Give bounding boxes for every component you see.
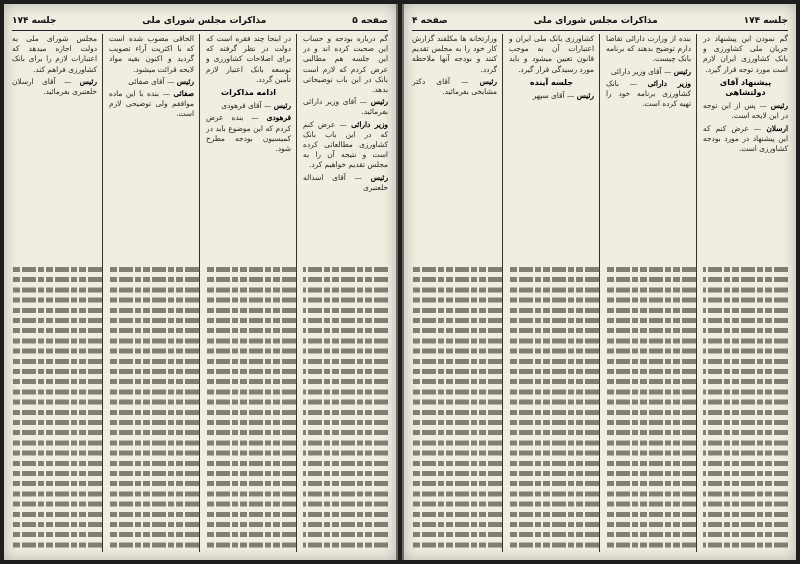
paragraph: فرهودی — بنده عرض کردم که این موضوع باید در کمیسیون بودجه مطرح شود.	[206, 113, 291, 154]
paragraph: رئیس — آقای فرهودی	[221, 101, 291, 111]
paragraph: وزیر دارائی — عرض کنم که در این باب بانک کشاورزی مطالعاتی کرده است و نتیجه آن را به مجلس تقدیم خواهیم کرد.	[303, 119, 388, 170]
text-block-texture	[206, 267, 296, 552]
right-page-number: صفحه ۴	[412, 16, 448, 26]
left-page-columns	[12, 34, 388, 552]
text-block-texture	[509, 267, 599, 552]
right-column-2	[606, 34, 697, 552]
left-page-number: صفحه ۵	[352, 16, 388, 26]
paragraph: گم نمودن این پیشنهاد در جریان ملی کشاورزی و بانک کشاورزی ایران لازم است مورد توجه قرار گیرد.	[703, 34, 788, 74]
left-page	[4, 4, 398, 560]
left-column-2	[206, 34, 297, 552]
paragraph: رئیس — آقای اسداله خلعتبری	[303, 172, 388, 192]
paragraph: وزیر دارائی — بانک کشاورزی برنامه خود را تهیه کرده است.	[606, 78, 691, 109]
left-column-3	[109, 34, 200, 552]
paragraph: بنده از وزارت دارائی تقاضا دارم توضیح بدهند که برنامه بانک چیست.	[606, 34, 691, 64]
paragraph: رئیس — آقای وزیر دارائی	[610, 66, 691, 76]
paragraph: گم درباره بودجه و حساب این صحبت کرده اند و در این جلسه هم مطالبی عرض کردم که لازم است بانک در این باب توضیحاتی بدهد.	[303, 34, 388, 95]
section-heading: جلسه آینده	[529, 77, 574, 87]
right-page-header	[412, 12, 788, 31]
paragraph: رئیس — آقای صفائی	[128, 76, 194, 86]
text-block-texture	[606, 267, 696, 552]
paragraph: رئیس — آقای دکتر مشایخی بفرمائید.	[412, 76, 497, 97]
paragraph: صفائی — بنده با این ماده موافقم ولی توضیحی لازم است.	[109, 89, 194, 119]
right-column-3	[509, 34, 600, 552]
paragraph: رئیس — پس از این توجه در این لایحه است.	[703, 101, 788, 121]
paragraph: رئیس — آقای سپهر	[532, 91, 594, 101]
paragraph: ارسلان — عرض کنم که این پیشنهاد در مورد بودجه کشاورزی است.	[703, 123, 788, 154]
paragraph: رئیس — آقای وزیر دارائی بفرمائید.	[303, 97, 388, 117]
right-page	[402, 4, 796, 560]
right-page-title: مذاکرات مجلس شورای ملی	[533, 16, 658, 26]
paragraph: در اینجا چند فقره است که دولت در نظر گرفته که برای اصلاحات کشاورزی و توسعه بانک اعتبار لازم تأمین گردد.	[206, 34, 291, 84]
text-block-texture	[12, 267, 102, 552]
paragraph: کشاورزی بانک ملی ایران و اعتبارات آن به موجب قانون تعیین میشود و باید مورد رسیدگی قرار گیرد.	[509, 34, 594, 74]
left-page-header	[12, 12, 388, 31]
left-column-1	[303, 34, 388, 552]
section-heading: ادامه مذاکرات	[221, 88, 276, 98]
text-block-texture	[703, 267, 788, 552]
right-column-1	[703, 34, 788, 552]
right-column-4	[412, 34, 503, 552]
left-column-4	[12, 34, 103, 552]
right-page-session: جلسه ۱۷۴	[743, 16, 788, 26]
paragraph: الحاقی مصوب شده است که با اکثریت آراء تصویب گردید و اکنون بقیه مواد لایحه قرائت میشود.	[109, 34, 194, 74]
text-block-texture	[412, 267, 502, 552]
paragraph: مجلس شورای ملی به دولت اجازه میدهد که اعتبارات لازم را برای بانک کشاورزی فراهم کند.	[12, 34, 97, 74]
right-page-columns	[412, 34, 788, 552]
newspaper-spread	[4, 4, 796, 560]
text-block-texture	[109, 267, 199, 552]
paragraph: وزارتخانه ها مکلفند گزارش کار خود را به مجلس تقدیم کنند و بودجه آنها ملاحظه گردد.	[412, 34, 497, 74]
text-block-texture	[303, 267, 388, 552]
paragraph: رئیس — آقای ارسلان خلعتبری بفرمائید.	[12, 76, 97, 97]
section-heading: پیشنهاد آقای دولتشاهی	[719, 77, 772, 98]
left-page-session: جلسه ۱۷۴	[12, 16, 57, 26]
left-page-title: مذاکرات مجلس شورای ملی	[142, 16, 267, 26]
